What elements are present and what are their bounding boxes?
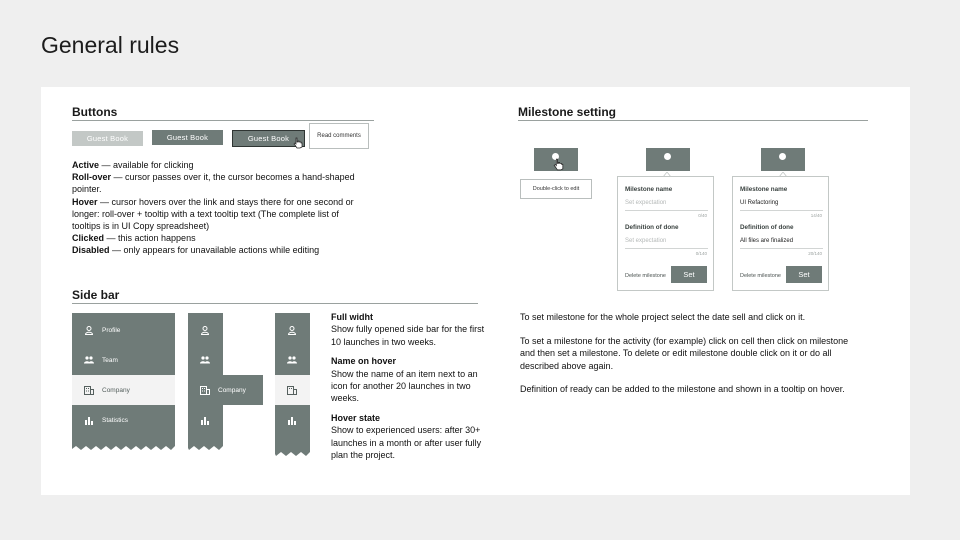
delete-milestone-link[interactable]: Delete milestone: [740, 273, 781, 279]
sidebar-item-label: Profile: [102, 326, 121, 334]
desc-hover: Hover — cursor hovers over the link and stays there for one second or longer: roll-over + tooltip with a text tooltip text (The complete list of tooltips is in UI Copy spreadsheet): [72, 196, 354, 232]
sidebar-item-team[interactable]: [72, 345, 175, 375]
sidebar-icon-team[interactable]: [275, 345, 310, 375]
building-icon: [287, 385, 297, 395]
char-counter: 20/140: [808, 251, 822, 256]
chart-icon: [287, 415, 297, 425]
sidebar-item-label: Statistics: [102, 416, 129, 424]
building-icon: [84, 385, 94, 395]
chart-icon: [84, 415, 94, 425]
hand-cursor-icon: [553, 158, 564, 171]
milestone-dot: [779, 153, 786, 160]
building-icon: [200, 385, 210, 395]
note-full-width: Full widht Show fully opened side bar for the first 10 launches in two weeks.: [331, 312, 485, 347]
sidebar-icon-statistics[interactable]: [275, 405, 310, 435]
buttons-divider: [72, 120, 374, 121]
user-icon: [84, 325, 94, 335]
team-icon: [84, 355, 94, 365]
note-name-on-hover: Name on hover Show the name of an item next to an icon for another 20 launches in two weeks.: [331, 356, 478, 404]
desc-disabled: Disabled — only appears for unavailable actions while editing: [72, 245, 320, 256]
input-underline: [625, 248, 708, 249]
char-counter: 0/40: [698, 213, 707, 218]
page-title: General rules: [41, 32, 180, 58]
sidebar-collapsed: [275, 313, 310, 450]
sidebar-hover-company[interactable]: [188, 375, 263, 405]
milestone-dot: [664, 153, 671, 160]
team-icon: [287, 355, 297, 365]
char-counter: 0/140: [695, 251, 707, 256]
guest-book-button-hover[interactable]: Guest Book: [232, 130, 305, 147]
char-counter: 14/40: [810, 213, 822, 218]
chart-icon: [200, 415, 210, 425]
desc-active: Active — available for clicking: [72, 160, 194, 170]
guest-book-button-disabled[interactable]: Guest Book: [72, 131, 143, 146]
read-comments-tooltip: Read comments: [309, 123, 369, 149]
user-icon: [200, 325, 210, 335]
input-underline: [740, 248, 823, 249]
user-icon: [287, 325, 297, 335]
button-states-description: [72, 159, 362, 257]
sidebar-item-statistics[interactable]: [72, 405, 175, 435]
sidebar-item-label: Company: [102, 386, 130, 394]
definition-done-input[interactable]: Set expectation: [625, 238, 667, 244]
definition-done-label: Definition of done: [625, 224, 679, 231]
set-button[interactable]: Set: [671, 266, 707, 283]
sidebar-hover-label: Company: [218, 386, 246, 394]
buttons-heading: Buttons: [72, 105, 118, 119]
sidebar-icon-statistics[interactable]: [188, 405, 223, 435]
definition-done-input[interactable]: All files are finalized: [740, 238, 794, 244]
hand-cursor-icon: [293, 137, 303, 149]
sidebar-icon-company[interactable]: [275, 375, 310, 405]
sidebar-divider: [72, 303, 478, 304]
note-hover-state: Hover state Show to experienced users: after 30+ launches in a month or after user fully plan the project.: [331, 412, 482, 461]
milestone-marker[interactable]: [646, 148, 690, 171]
milestone-heading: Milestone setting: [518, 105, 617, 119]
sidebar-notes: [331, 311, 486, 461]
sidebar-icon-profile[interactable]: [275, 315, 310, 345]
sidebar-heading: Side bar: [72, 288, 120, 302]
milestone-marker[interactable]: [761, 148, 805, 171]
milestone-divider: [518, 120, 868, 121]
milestone-panel-filled: [732, 176, 829, 291]
sidebar-icon-team[interactable]: [188, 345, 223, 375]
desc-rollover: Roll-over — cursor passes over it, the cursor becomes a hand-shaped pointer.: [72, 172, 355, 195]
input-underline: [740, 210, 823, 211]
milestone-name-label: Milestone name: [625, 186, 673, 193]
sidebar-item-company[interactable]: [72, 375, 175, 405]
desc-clicked: Clicked — this action happens: [72, 233, 196, 244]
sidebar-torn-edge: [188, 444, 223, 450]
sidebar-item-profile[interactable]: [72, 315, 175, 345]
milestone-name-input[interactable]: Set expectation: [625, 200, 667, 206]
sidebar-item-label: Team: [102, 356, 118, 364]
sidebar-torn-edge: [72, 444, 175, 450]
milestone-name-input[interactable]: UI Refactoring: [740, 200, 779, 206]
set-button[interactable]: Set: [786, 266, 822, 283]
milestone-panel-empty: [617, 176, 714, 291]
sidebar-torn-edge: [275, 450, 310, 456]
milestone-paragraph-3: Definition of ready can be added to the milestone and shown in a tooltip on hover.: [520, 384, 845, 394]
input-underline: [625, 210, 708, 211]
double-click-tooltip: Double-click to edit: [520, 179, 592, 199]
milestone-name-label: Milestone name: [740, 186, 788, 193]
definition-done-label: Definition of done: [740, 224, 794, 231]
delete-milestone-link[interactable]: Delete milestone: [625, 273, 666, 279]
sidebar-full-width: [72, 313, 175, 444]
sidebar-icon-profile[interactable]: [188, 315, 223, 345]
milestone-paragraph-1: To set milestone for the whole project select the date sell and click on it.: [520, 312, 806, 322]
team-icon: [200, 355, 210, 365]
content-card: [41, 87, 910, 495]
milestone-paragraph-2: To set a milestone for the activity (for example) click on cell then click on milestone and then set a milestone. To delete or edit milestone double click on it or do all described above again.: [520, 336, 849, 371]
guest-book-button-active[interactable]: Guest Book: [152, 130, 223, 145]
